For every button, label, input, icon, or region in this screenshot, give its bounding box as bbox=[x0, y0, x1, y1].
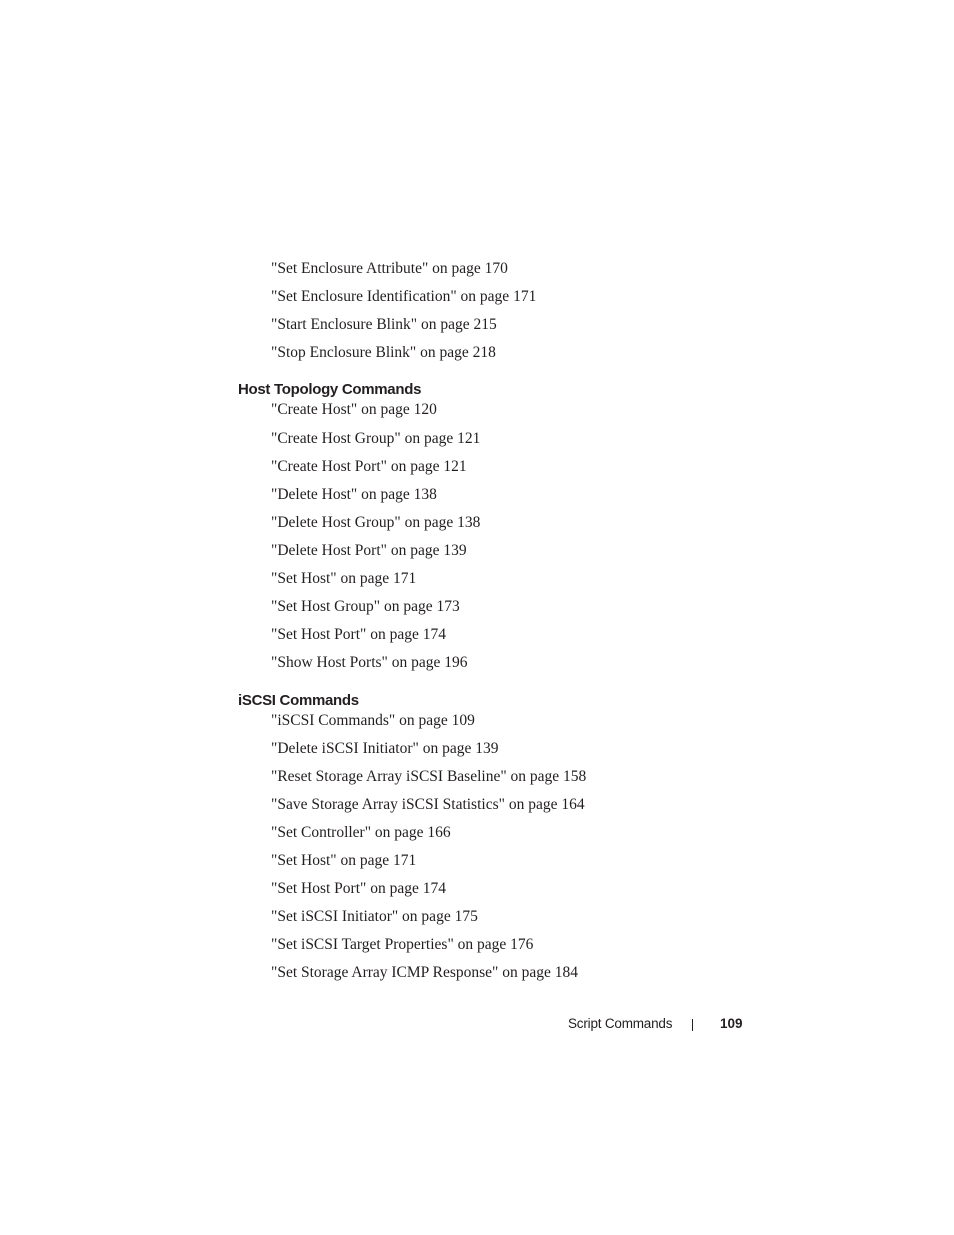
host-topology-item-create-host-group: "Create Host Group" on page 121 bbox=[271, 430, 481, 447]
host-topology-item-show-host-ports: "Show Host Ports" on page 196 bbox=[271, 654, 468, 671]
iscsi-item-reset-baseline: "Reset Storage Array iSCSI Baseline" on page 158 bbox=[271, 768, 587, 785]
iscsi-item-set-target-properties: "Set iSCSI Target Properties" on page 176 bbox=[271, 936, 534, 953]
iscsi-item-delete-initiator: "Delete iSCSI Initiator" on page 139 bbox=[271, 740, 499, 757]
iscsi-item-save-statistics: "Save Storage Array iSCSI Statistics" on page 164 bbox=[271, 796, 585, 813]
host-topology-item-delete-host-port: "Delete Host Port" on page 139 bbox=[271, 542, 467, 559]
footer-section-title: Script Commands bbox=[568, 1016, 673, 1031]
host-topology-item-delete-host: "Delete Host" on page 138 bbox=[271, 486, 437, 503]
footer-separator bbox=[692, 1019, 693, 1031]
iscsi-item-iscsi-commands: "iSCSI Commands" on page 109 bbox=[271, 712, 475, 729]
iscsi-item-set-host-port: "Set Host Port" on page 174 bbox=[271, 880, 446, 897]
host-topology-item-create-host-port: "Create Host Port" on page 121 bbox=[271, 458, 467, 475]
enclosure-item-set-attribute: "Set Enclosure Attribute" on page 170 bbox=[271, 260, 508, 277]
footer-page-number: 109 bbox=[720, 1016, 743, 1031]
iscsi-item-set-host: "Set Host" on page 171 bbox=[271, 852, 417, 869]
enclosure-item-stop-blink: "Stop Enclosure Blink" on page 218 bbox=[271, 344, 496, 361]
iscsi-item-set-controller: "Set Controller" on page 166 bbox=[271, 824, 451, 841]
section-heading-iscsi: iSCSI Commands bbox=[238, 692, 359, 709]
host-topology-item-delete-host-group: "Delete Host Group" on page 138 bbox=[271, 514, 481, 531]
enclosure-item-set-identification: "Set Enclosure Identification" on page 171 bbox=[271, 288, 537, 305]
host-topology-item-set-host: "Set Host" on page 171 bbox=[271, 570, 417, 587]
section-heading-host-topology: Host Topology Commands bbox=[238, 381, 422, 398]
host-topology-item-set-host-group: "Set Host Group" on page 173 bbox=[271, 598, 460, 615]
iscsi-item-set-icmp-response: "Set Storage Array ICMP Response" on page 184 bbox=[271, 964, 578, 981]
host-topology-item-set-host-port: "Set Host Port" on page 174 bbox=[271, 626, 446, 643]
host-topology-item-create-host: "Create Host" on page 120 bbox=[271, 401, 437, 418]
iscsi-item-set-initiator: "Set iSCSI Initiator" on page 175 bbox=[271, 908, 478, 925]
enclosure-item-start-blink: "Start Enclosure Blink" on page 215 bbox=[271, 316, 497, 333]
